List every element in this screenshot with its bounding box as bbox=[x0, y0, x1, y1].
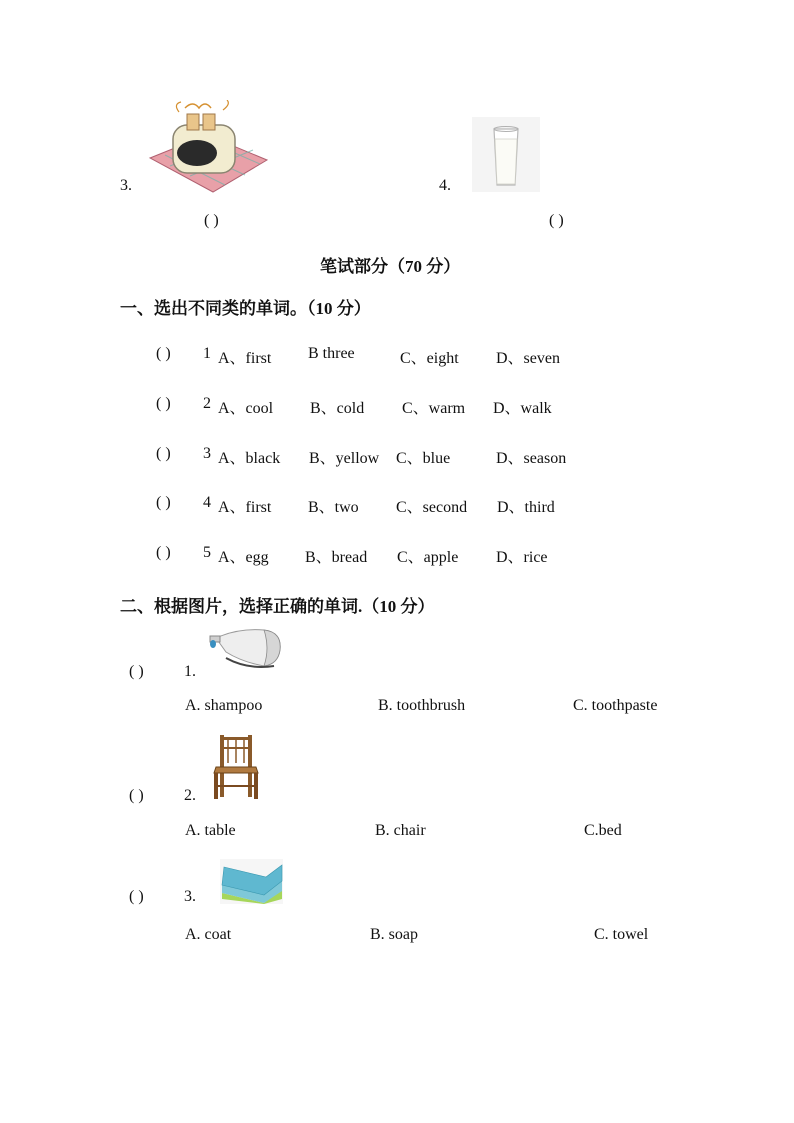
question-number: 3. bbox=[184, 888, 196, 905]
option-b: B. soap bbox=[370, 926, 418, 943]
answer-paren[interactable]: ( ) bbox=[156, 395, 171, 412]
option-c: C.bed bbox=[584, 822, 622, 839]
item-4-number: 4. bbox=[439, 177, 451, 194]
option-b: B three bbox=[308, 345, 355, 362]
section2-heading: 二、根据图片，选择正确的单词.（10 分） bbox=[120, 597, 435, 616]
answer-paren[interactable]: ( ) bbox=[156, 544, 171, 561]
option-d: D、third bbox=[497, 499, 555, 516]
option-a: A、first bbox=[218, 350, 272, 367]
towel-image bbox=[220, 859, 283, 904]
question-number: 2 bbox=[203, 395, 211, 412]
toaster-image bbox=[145, 100, 270, 195]
question-number: 2. bbox=[184, 787, 196, 804]
option-b: B、yellow bbox=[309, 450, 380, 467]
question-number: 4 bbox=[203, 494, 211, 511]
option-d: D、rice bbox=[496, 549, 548, 566]
option-d: D、season bbox=[496, 450, 567, 467]
option-a: A、cool bbox=[218, 400, 274, 417]
question-number: 3 bbox=[203, 445, 211, 462]
answer-paren[interactable]: ( ) bbox=[129, 787, 144, 804]
option-c: C、apple bbox=[397, 549, 459, 566]
option-a: A、egg bbox=[218, 549, 269, 566]
option-b: B、cold bbox=[310, 400, 365, 417]
answer-paren[interactable]: ( ) bbox=[129, 663, 144, 680]
option-a: A. table bbox=[185, 822, 236, 839]
option-d: D、walk bbox=[493, 400, 552, 417]
option-a: A、black bbox=[218, 450, 281, 467]
option-b: B. toothbrush bbox=[378, 697, 466, 714]
milk-glass-image bbox=[472, 117, 540, 192]
option-d: D、seven bbox=[496, 350, 560, 367]
toothpaste-tube-image bbox=[208, 622, 286, 677]
option-a: A. shampoo bbox=[185, 697, 263, 714]
option-c: C、blue bbox=[396, 450, 451, 467]
section1-heading: 一、选出不同类的单词。（10 分） bbox=[120, 299, 371, 318]
chair-image bbox=[212, 733, 260, 801]
item-3-number: 3. bbox=[120, 177, 132, 194]
item-4-answer-paren[interactable]: ( ) bbox=[549, 212, 564, 229]
question-number: 1. bbox=[184, 663, 196, 680]
item-3-answer-paren[interactable]: ( ) bbox=[204, 212, 219, 229]
option-b: B、bread bbox=[305, 549, 368, 566]
option-c: C、warm bbox=[402, 400, 466, 417]
answer-paren[interactable]: ( ) bbox=[129, 888, 144, 905]
option-c: C. toothpaste bbox=[573, 697, 658, 714]
option-b: B. chair bbox=[375, 822, 426, 839]
option-c: C、eight bbox=[400, 350, 459, 367]
answer-paren[interactable]: ( ) bbox=[156, 345, 171, 362]
question-number: 1 bbox=[203, 345, 211, 362]
option-a: A. coat bbox=[185, 926, 232, 943]
answer-paren[interactable]: ( ) bbox=[156, 445, 171, 462]
option-b: B、two bbox=[308, 499, 359, 516]
option-a: A、first bbox=[218, 499, 272, 516]
written-part-title: 笔试部分（70 分） bbox=[320, 257, 461, 276]
option-c: C、second bbox=[396, 499, 468, 516]
answer-paren[interactable]: ( ) bbox=[156, 494, 171, 511]
option-c: C. towel bbox=[594, 926, 649, 943]
question-number: 5 bbox=[203, 544, 211, 561]
